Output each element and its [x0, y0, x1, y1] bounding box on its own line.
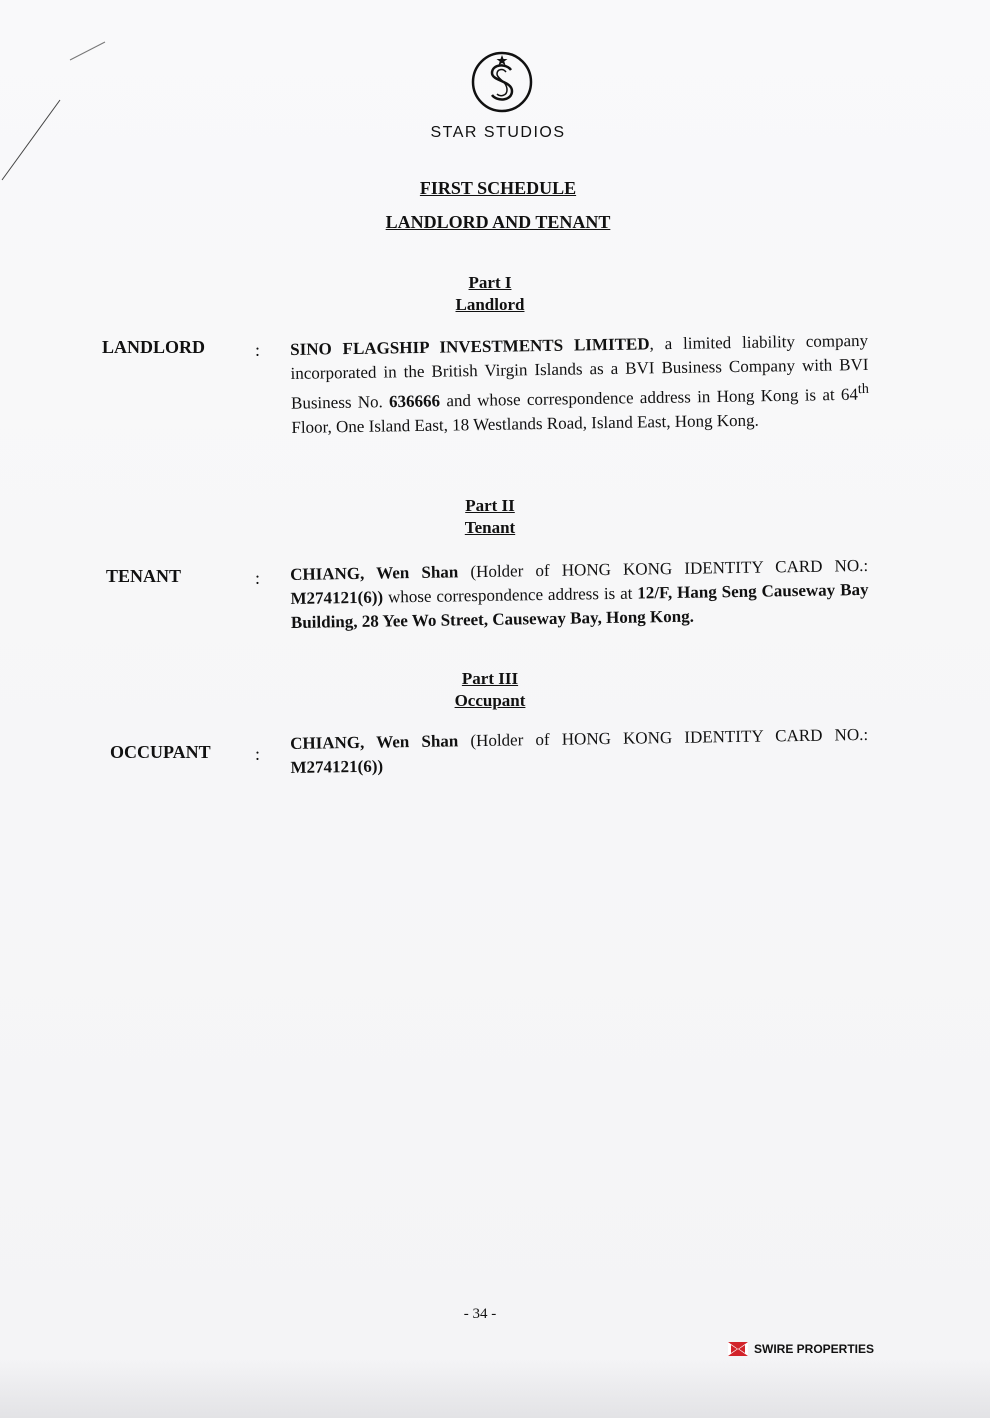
occupant-details [290, 723, 869, 780]
page-bottom-shadow [0, 1358, 990, 1418]
occupant-label: OCCUPANT [110, 742, 211, 762]
occupant-colon: : [255, 744, 261, 764]
bvi-business-no: 636666 [388, 391, 441, 412]
swire-logo-mark-icon [728, 1342, 748, 1356]
schedule-title: FIRST SCHEDULE [419, 178, 577, 198]
tenant-address: 12/F, Hang Seng Causeway Bay Building, 28 Yee Wo Street, Causeway Bay, Hong Kong. [290, 579, 869, 632]
landlord-text-c: Floor, One Island East, 18 Westlands Road, Island East, Hong Kong. [291, 410, 759, 437]
landlord-label: LANDLORD [102, 337, 206, 357]
swire-footer-logo [728, 1342, 874, 1356]
tenant-label: TENANT [106, 566, 182, 586]
part-ii-number: Part II [465, 496, 515, 515]
part-i-number: Part I [468, 273, 512, 292]
tenant-name: CHIANG, Wen Shan [290, 562, 459, 584]
occupant-name: CHIANG, Wen Shan [290, 731, 459, 753]
schedule-subtitle: LANDLORD AND TENANT [385, 212, 611, 232]
landlord-name: SINO FLAGSHIP INVESTMENTS LIMITED [290, 334, 650, 359]
occupant-id-number: M274121(6)) [290, 756, 384, 777]
landlord-text-a: , a limited liability company incorporated in the British Virgin Islands as a BVI Business Company with BVI Business No. [290, 330, 869, 413]
swire-company-name: SWIRE PROPERTIES [754, 1342, 875, 1356]
tenant-details [290, 554, 869, 635]
landlord-colon: : [255, 340, 261, 360]
part-i-heading [380, 272, 600, 316]
part-iii-heading [380, 668, 600, 712]
occupant-text-a: (Holder of HONG KONG IDENTITY CARD NO.: [458, 724, 869, 751]
margin-scratch-marks [0, 40, 110, 190]
part-i-title: Landlord [455, 295, 525, 314]
part-ii-title: Tenant [464, 518, 516, 537]
tenant-id-number: M274121(6)) [290, 587, 384, 608]
brand-name: STAR STUDIOS [430, 124, 566, 141]
star-studios-logo [470, 50, 534, 114]
part-ii-heading [380, 495, 600, 539]
part-iii-number: Part III [461, 669, 519, 688]
landlord-text-b: and whose correspondence address in Hong Kong is at 64 [439, 384, 859, 411]
tenant-colon: : [255, 568, 261, 588]
tenant-text-a: (Holder of HONG KONG IDENTITY CARD NO.: [458, 555, 869, 582]
page-number: - 34 - [463, 1306, 497, 1322]
landlord-details [290, 329, 870, 440]
part-iii-title: Occupant [454, 691, 526, 710]
tenant-text-b: whose correspondence address is at [382, 583, 638, 607]
ordinal-suffix: th [857, 380, 869, 398]
